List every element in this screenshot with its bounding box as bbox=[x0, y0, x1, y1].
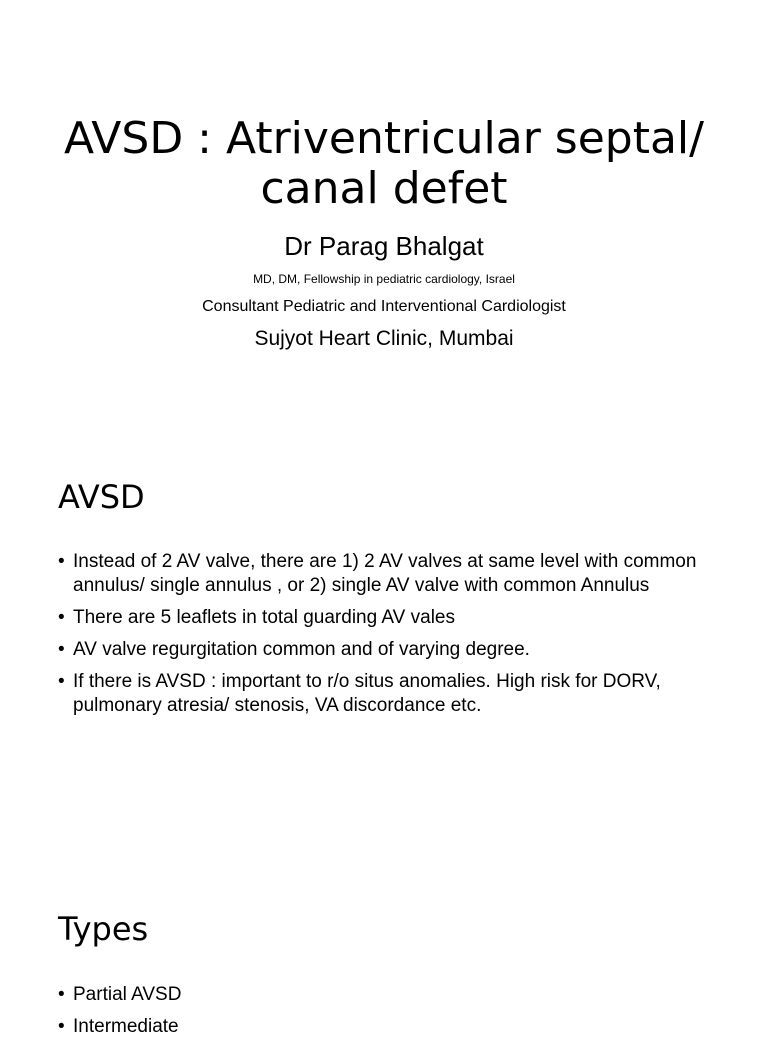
list-item bbox=[58, 983, 718, 1007]
avsd-slide bbox=[0, 432, 768, 864]
clinic-name: Sujyot Heart Clinic, Mumbai bbox=[254, 327, 514, 350]
bullet-text: Intermediate bbox=[73, 1016, 179, 1037]
list-item bbox=[58, 1015, 718, 1039]
bullet-icon: • bbox=[58, 671, 65, 692]
bullet-icon: • bbox=[58, 551, 65, 572]
types-bullet-list bbox=[58, 983, 718, 1047]
bullet-text: Partial AVSD bbox=[73, 984, 182, 1005]
bullet-icon: • bbox=[58, 1016, 65, 1037]
types-slide bbox=[0, 864, 768, 1037]
author-qualifications: MD, DM, Fellowship in pediatric cardiology, Israel bbox=[253, 272, 515, 286]
bullet-text: There are 5 leaflets in total guarding AV vales bbox=[73, 607, 455, 628]
avsd-bullet-list bbox=[58, 550, 718, 726]
bullet-text: AV valve regurgitation common and of varying degree. bbox=[73, 639, 530, 660]
bullet-icon: • bbox=[58, 639, 65, 660]
bullet-text: If there is AVSD : important to r/o situs anomalies. High risk for DORV, pulmonary atresia/ stenosis, VA discordance etc. bbox=[73, 671, 661, 716]
types-heading: Types bbox=[58, 910, 149, 948]
presentation-title: AVSD : Atriventricular septal/ canal defet bbox=[64, 113, 704, 214]
list-item bbox=[58, 606, 718, 630]
list-item bbox=[58, 638, 718, 662]
title-slide bbox=[0, 0, 768, 432]
list-item bbox=[58, 550, 718, 598]
avsd-heading: AVSD bbox=[58, 478, 145, 516]
bullet-icon: • bbox=[58, 607, 65, 628]
author-name: Dr Parag Bhalgat bbox=[284, 231, 484, 261]
bullet-icon: • bbox=[58, 984, 65, 1005]
author-role: Consultant Pediatric and Interventional Cardiologist bbox=[202, 298, 566, 315]
list-item bbox=[58, 670, 718, 718]
bullet-text: Instead of 2 AV valve, there are 1) 2 AV valves at same level with common annulus/ single annulus , or 2) single AV valve with common Annulus bbox=[73, 551, 697, 596]
